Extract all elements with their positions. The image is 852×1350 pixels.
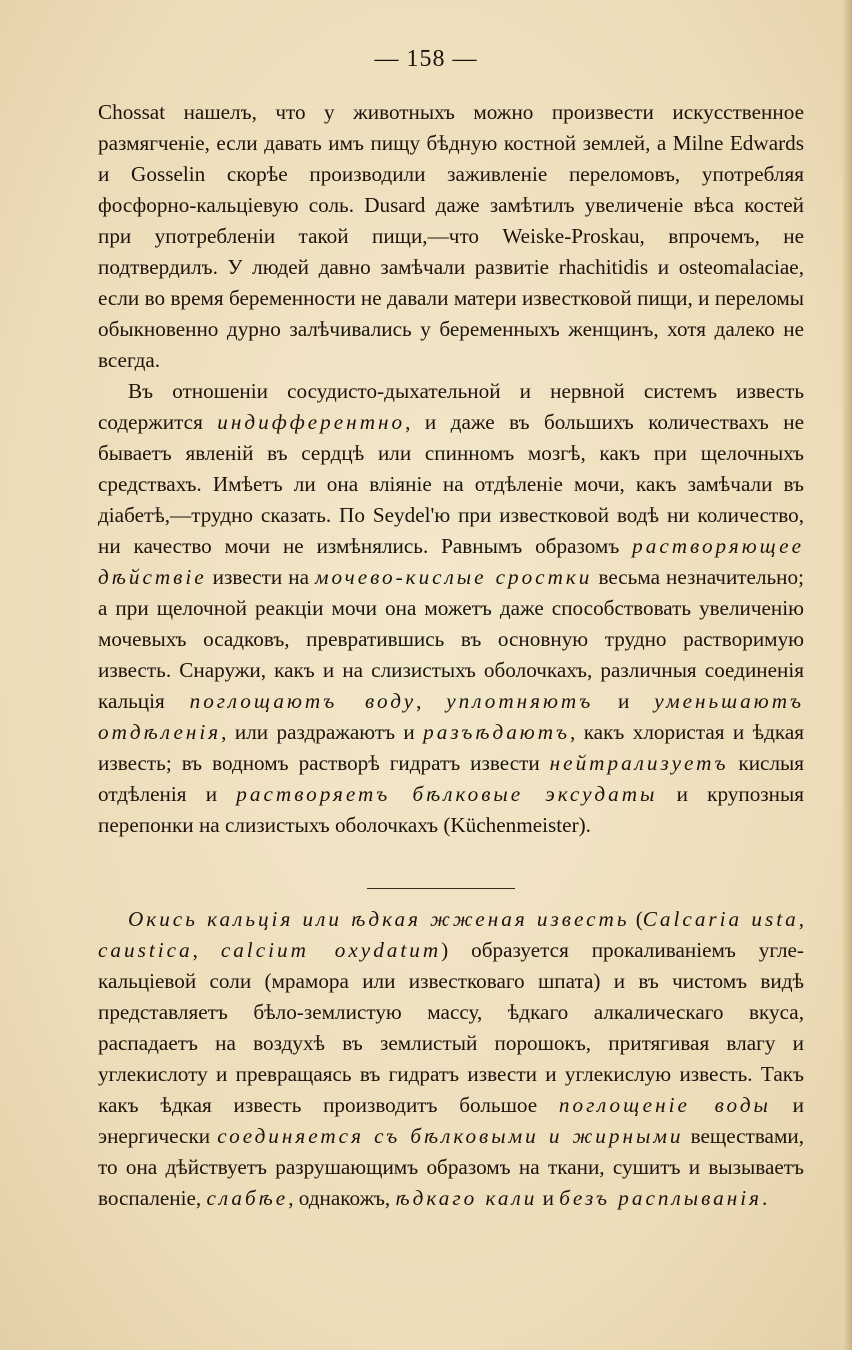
body-text: Chossat нашелъ, что у животныхъ можно произвести искусственное размягченіе, если давать имъ пищу бѣдную костной землей, а Milne Edwards и Gosselin скорѣе производили заживленіе переломовъ, употребляя фосфорно-кальціевую соль. Dusard даже замѣтилъ увеличеніе вѣса костей при употребленіи такой пищи,—что Weiske-Proskau, впрочемъ, не подтвердилъ. У людей давно замѣчали развитіе rhachitidis и osteomalaciae, если во время беременности не давали матери известковой пищи, и переломы обыкновенно дурно залѣчивались у беременныхъ женщинъ, хотя далеко не всегда. [98, 100, 804, 372]
body-text: кислыя отдѣленія и [98, 751, 805, 806]
body-text: веществами, то она дѣйствуетъ разрушающимъ образомъ на ткани, сушитъ и вызываетъ воспаленіе, [98, 1124, 804, 1210]
body-text: , [192, 938, 221, 962]
page-edge [842, 0, 852, 1350]
body-text: и энергически [98, 1093, 804, 1148]
spaced-emphasis-text: Окись кальція или ѣдкая жженая известь [128, 907, 630, 931]
body-text: весьма незначительно; а при щелочной реакціи мочи она можетъ даже способствовать увеличенію мочевыхъ осадковъ, превратившись въ основную трудно растворимую известь. Снаружи, какъ и на слизистыхъ оболочкахъ, различныя соединенія кальція [98, 565, 804, 713]
spaced-emphasis-text: поглощеніе воды [558, 1093, 771, 1117]
spaced-emphasis-text: caustica [98, 938, 193, 962]
paragraph [98, 97, 804, 376]
text-section-2 [98, 904, 804, 1214]
paragraph [98, 376, 804, 841]
spaced-emphasis-text: растворяющее дѣйствіе [98, 534, 804, 589]
body-text: , или раздражаютъ и [221, 720, 424, 744]
page-number: — 158 — [374, 46, 478, 72]
body-text: , [798, 907, 805, 931]
spaced-emphasis-text: нейтрализуетъ [549, 751, 729, 775]
body-text: Въ отношеніи сосудисто-дыхательной и нервной системъ известь содержится [98, 379, 804, 434]
body-text: . [761, 1186, 768, 1210]
spaced-emphasis-text: ѣдкаго кали [395, 1186, 538, 1210]
body-text: ) образуется прокаливаніемъ угле-кальціевой соли (мрамора или известковаго шпата) и въ чистомъ видѣ представляетъ бѣло-землистую массу, ѣдкаго алкалическаго вкуса, распадаетъ на воздухѣ въ землистый порошокъ, притягивая влагу и углекислоту и превращаясь въ гидратъ извести и углекислую известь. Такъ какъ ѣдкая известь производитъ большое [98, 938, 804, 1117]
spaced-emphasis-text: уменьшаютъ отдѣленія [98, 689, 804, 744]
spaced-emphasis-text: Calcaria usta [642, 907, 799, 931]
body-text: и [593, 689, 655, 713]
body-text: , какъ хлористая и ѣдкая известь; въ водномъ растворѣ гидратъ извести [98, 720, 804, 775]
section-divider [367, 888, 515, 889]
body-text: , однакожъ, [288, 1186, 396, 1210]
body-text: и крупозныя перепонки на слизистыхъ оболочкахъ (Küchenmeister). [98, 782, 804, 837]
spaced-emphasis-text: мочево-кислые сростки [315, 565, 593, 589]
spaced-emphasis-text: слабѣе [206, 1186, 289, 1210]
body-text: , и даже въ большихъ количествахъ не бываетъ явленій въ сердцѣ или спинномъ мозгѣ, какъ при щелочныхъ средствахъ. Имѣетъ ли она вліяніе на отдѣленіе мочи, какъ замѣчали въ діабетѣ,—трудно сказать. По Seydel'ю при известковой водѣ ни количество, ни качество мочи не измѣнялись. Равнымъ образомъ [98, 410, 804, 558]
text-section-1 [98, 97, 804, 841]
spaced-emphasis-text: уплотняютъ [446, 689, 594, 713]
spaced-emphasis-text: calcium oxydatum [220, 938, 442, 962]
body-text: и [537, 1186, 560, 1210]
spaced-emphasis-text: индифферентно [217, 410, 406, 434]
body-text: ( [629, 907, 643, 931]
spaced-emphasis-text: разъѣдаютъ [423, 720, 571, 744]
body-text: , [416, 689, 447, 713]
body-text: извести на [206, 565, 316, 589]
spaced-emphasis-text: поглощаютъ воду [189, 689, 417, 713]
spaced-emphasis-text: растворяетъ бѣлковые эксудаты [236, 782, 658, 806]
spaced-emphasis-text: безъ расплыванія [559, 1186, 762, 1210]
spaced-emphasis-text: соединяется съ бѣлковыми и жирными [217, 1124, 684, 1148]
paragraph [98, 904, 804, 1214]
